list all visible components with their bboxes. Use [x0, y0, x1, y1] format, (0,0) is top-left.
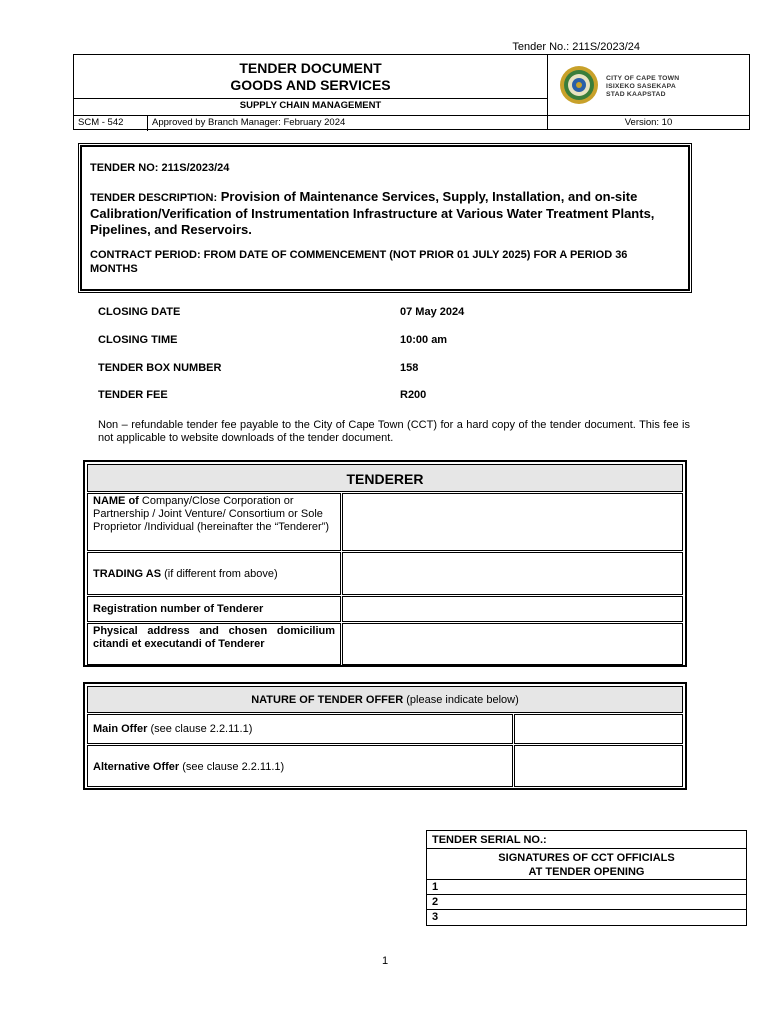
tender-fee-label: TENDER FEE — [98, 389, 168, 401]
serial-title: TENDER SERIAL NO.: — [432, 834, 547, 846]
trading-as-label: TRADING AS (if different from above) — [87, 552, 341, 595]
signature-row-1[interactable]: 1 — [427, 879, 746, 895]
signatures-heading: SIGNATURES OF CCT OFFICIALS AT TENDER OPENING — [427, 848, 746, 880]
signature-row-2[interactable]: 2 — [427, 894, 746, 910]
tender-description: TENDER DESCRIPTION: Provision of Maintenance Services, Supply, Installation, and on-site Calibration/Verification of Instrumentation Infrastructure at Various Water Treatment Plants, Pipelines, and Reservoirs. — [90, 189, 655, 237]
tenderer-name-label: NAME of Company/Close Corporation or Partnership / Joint Venture/ Consortium or Sole Proprietor /Individual (hereinafter the “Tenderer”) — [87, 493, 341, 551]
main-offer-field[interactable] — [514, 714, 683, 744]
closing-time-label: CLOSING TIME — [98, 334, 178, 346]
registration-label: Registration number of Tenderer — [87, 596, 341, 622]
alternative-offer-label: Alternative Offer (see clause 2.2.11.1) — [87, 745, 513, 787]
version: Version: 10 — [624, 117, 673, 128]
tender-number: TENDER NO: 211S/2023/24 — [90, 162, 230, 174]
fee-note: Non – refundable tender fee payable to the City of Cape Town (CCT) for a hard copy of the tender document. This fee is not applicable to website downloads of the tender document. — [98, 419, 690, 444]
page-number: 1 — [381, 955, 389, 967]
scm-code: SCM - 542 — [78, 117, 124, 128]
tenderer-name-field[interactable] — [342, 493, 683, 551]
tender-fee-value: R200 — [400, 389, 427, 401]
tenderer-table — [83, 460, 687, 667]
closing-date-label: CLOSING DATE — [98, 306, 181, 318]
tender-offer-table — [83, 682, 687, 790]
approval-note: Approved by Branch Manager: February 2024 — [152, 117, 346, 128]
address-label: Physical address and chosen domicilium citandi et executandi of Tenderer — [87, 623, 341, 665]
registration-field[interactable] — [342, 596, 683, 622]
trading-as-field[interactable] — [342, 552, 683, 595]
city-logo-icon — [559, 65, 599, 105]
main-offer-label: Main Offer (see clause 2.2.11.1) — [87, 714, 513, 744]
serial-table — [426, 830, 747, 926]
tender-summary-box — [78, 143, 692, 293]
tenderer-heading: TENDERER — [87, 464, 683, 492]
tender-box-label: TENDER BOX NUMBER — [98, 362, 222, 374]
closing-time-value: 10:00 am — [400, 334, 448, 346]
document-title: TENDER DOCUMENT GOODS AND SERVICES — [230, 60, 391, 93]
contract-period: CONTRACT PERIOD: FROM DATE OF COMMENCEMENT (NOT PRIOR 01 JULY 2025) FOR A PERIOD 36 MONTHS — [90, 249, 628, 275]
alternative-offer-field[interactable] — [514, 745, 683, 787]
offer-heading: NATURE OF TENDER OFFER (please indicate below) — [87, 686, 683, 713]
tender-box-value: 158 — [400, 362, 419, 374]
closing-date-value: 07 May 2024 — [400, 306, 465, 318]
logo-text: CITY OF CAPE TOWN ISIXEKO SASEKAPA STAD KAAPSTAD — [606, 75, 680, 98]
tender-number-top: Tender No.: 211S/2023/24 — [512, 41, 640, 53]
document-header — [73, 54, 750, 130]
signature-row-3[interactable]: 3 — [427, 909, 746, 925]
address-field[interactable] — [342, 623, 683, 665]
subtitle: SUPPLY CHAIN MANAGEMENT — [239, 100, 382, 111]
